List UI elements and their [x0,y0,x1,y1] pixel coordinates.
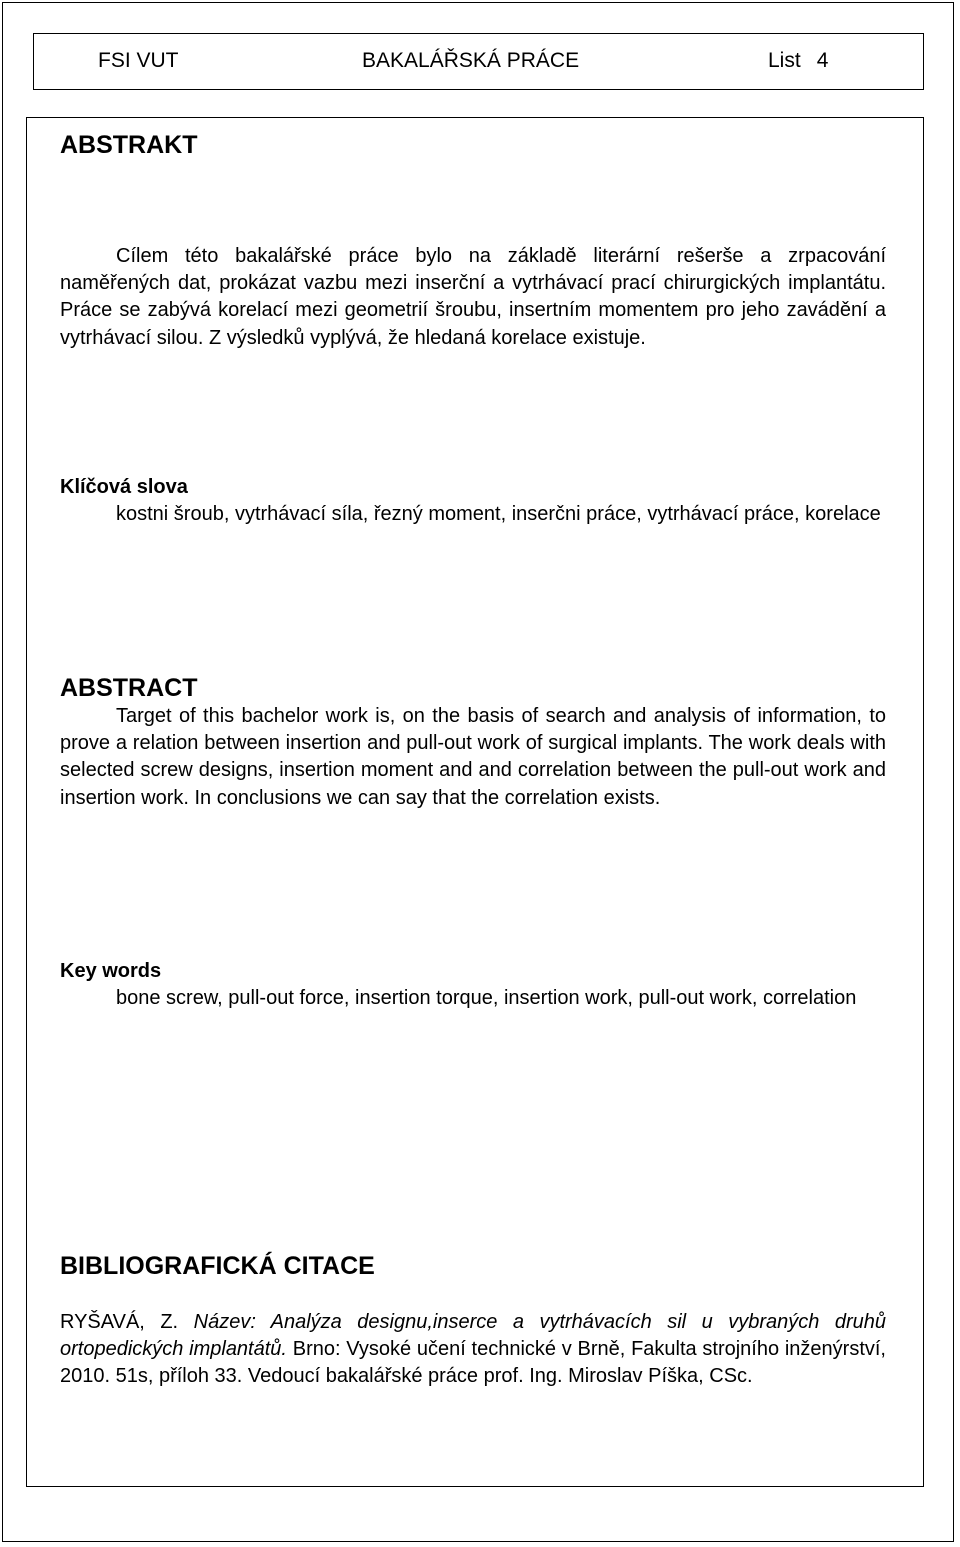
keywords-cz-text: kostni šroub, vytrhávací síla, řezný moment, inserčni práce, vytrhávací práce, korelace [116,503,881,525]
abstract-en-text: Target of this bachelor work is, on the basis of search and analysis of information, to prove a relation between insertion and pull-out work of surgical implants. The work deals with selected screw designs, insertion moment and and correlation between the pull-out work and insertion work. In conclusions we can say that the correlation exists. [60,705,886,809]
header-faculty: FSI VUT [98,49,179,72]
abstract-en-section [60,673,886,812]
header-doc-type: BAKALÁŘSKÁ PRÁCE [362,49,580,72]
abstract-cz-section [60,130,886,160]
content-frame [26,117,924,1487]
header-page-label: List [768,49,801,72]
citation-publication: Brno: Vysoké učení technické v Brně, Fakulta strojního inženýrství, 2010. 51s, příloh 33. Vedoucí bakalářské práce prof. Ing. Miroslav Píška, CSc. [60,1338,886,1388]
keywords-en-text: bone screw, pull-out force, insertion torque, insertion work, pull-out work, correlation [116,987,857,1009]
citation-title: Název: Analýza designu,inserce a vytrhávacích sil u vybraných druhů ortopedických implantátů. [60,1311,887,1361]
page-header [33,33,924,90]
keywords-en-heading: Key words [60,960,162,982]
keywords-cz-section [60,474,886,528]
citation-heading: BIBLIOGRAFICKÁ CITACE [60,1252,375,1280]
keywords-cz-heading: Klíčová slova [60,476,188,498]
abstract-cz-heading: ABSTRAKT [60,131,198,159]
abstract-cz-body [60,243,886,352]
citation-author: RYŠAVÁ, Z. [60,1311,179,1333]
abstract-en-heading: ABSTRACT [60,674,198,702]
header-page-indicator [768,49,828,73]
citation-text [60,1309,886,1391]
abstract-cz-text: Cílem této bakalářské práce bylo na základě literární rešerše a zrpacování naměřených dat, prokázat vazbu mezi inserční a vytrhávací prací chirurgických implantátu. Práce se zabývá korelací mezi geometrií šroubu, insertním momentem pro jeho zavádění a vytrhávací silou. Z výsledků vyplývá, že hledaná korelace existuje. [60,245,886,349]
header-page-number: 4 [816,49,829,72]
citation-section [60,1251,886,1391]
keywords-en-section [60,958,886,1012]
